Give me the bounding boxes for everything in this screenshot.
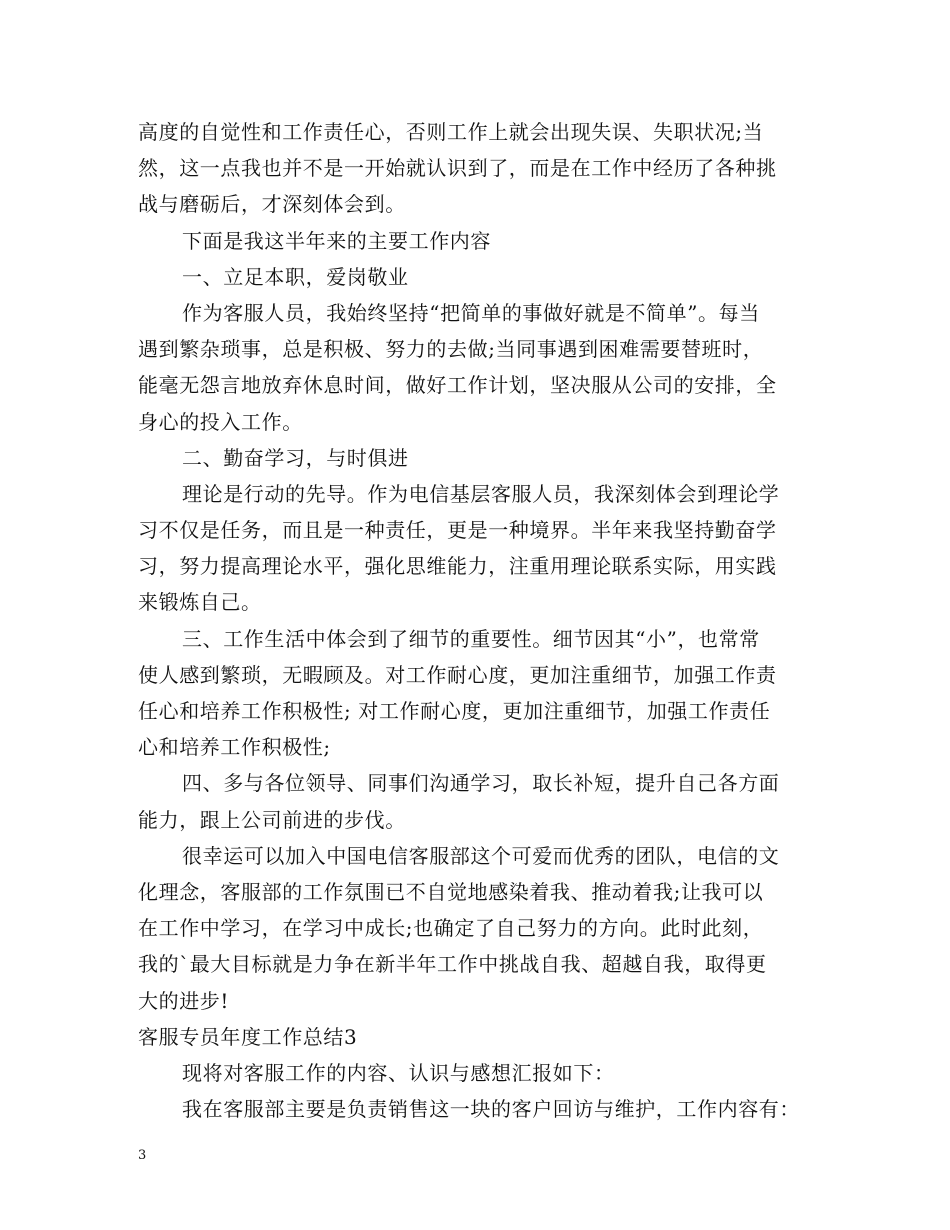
paragraph-line: 战与磨砺后，才深刻体会到。 [138,192,406,217]
paragraph-line: 现将对客服工作的内容、认识与感想汇报如下： [182,1060,615,1085]
paragraph-line: 能力，跟上公司前进的步伐。 [138,807,406,832]
paragraph-line: 使人感到繁琐，无暇顾及。对工作耐心度，更加注重细节，加强工作责 [138,662,777,687]
page-number: 3 [138,1148,147,1163]
paragraph-line: 我的`最大目标就是力争在新半年工作中挑战自我、超越自我，取得更 [138,952,767,977]
paragraph-line: 心和培养工作积极性; [138,735,331,760]
paragraph-line: 习，努力提高理论水平，强化思维能力，注重用理论联系实际，用实践 [138,554,777,579]
document-body [138,114,828,1127]
paragraph-line: 很幸运可以加入中国电信客服部这个可爱而优秀的团队，电信的文 [182,843,780,868]
paragraph-line: 身心的投入工作。 [138,409,303,434]
paragraph-line: 下面是我这半年来的主要工作内容 [182,228,491,253]
paragraph-line: 理论是行动的先导。作为电信基层客服人员，我深刻体会到理论学 [182,481,780,506]
document-title: 客服专员年度工作总结3 [138,1024,358,1049]
paragraph-line: 作为客服人员，我始终坚持“把简单的事做好就是不简单”。每当 [182,300,760,325]
paragraph-line: 习不仅是任务，而且是一种责任，更是一种境界。半年来我坚持勤奋学 [138,518,777,543]
section-heading: 一、立足本职，爱岗敬业 [182,264,409,289]
paragraph-line: 三、工作生活中体会到了细节的重要性。细节因其“小”，也常常 [182,626,760,651]
paragraph-line: 高度的自觉性和工作责任心，否则工作上就会出现失误、失职状况;当 [138,120,764,144]
paragraph-line: 遇到繁杂琐事，总是积极、努力的去做;当同事遇到困难需要替班时， [138,337,764,362]
paragraph-line: 四、多与各位领导、同事们沟通学习，取长补短，提升自己各方面 [182,771,780,796]
paragraph-line: 任心和培养工作积极性; 对工作耐心度，更加注重细节，加强工作责任 [138,699,771,723]
paragraph-line: 在工作中学习，在学习中成长;也确定了自己努力的方向。此时此刻， [138,916,764,941]
paragraph-line: 化理念，客服部的工作氛围已不自觉地感染着我、推动着我;让我可以 [138,879,764,904]
paragraph-line: 然，这一点我也并不是一开始就认识到了，而是在工作中经历了各种挑 [138,156,777,181]
section-heading: 二、勤奋学习，与时俱进 [182,445,409,470]
paragraph-line: 大的进步! [138,988,230,1013]
paragraph-line: 我在客服部主要是负责销售这一块的客户回访与维护，工作内容有： [182,1097,800,1122]
paragraph-line: 能毫无怨言地放弃休息时间，做好工作计划，坚决服从公司的安排，全 [138,373,777,398]
paragraph-line: 来锻炼自己。 [138,590,262,615]
